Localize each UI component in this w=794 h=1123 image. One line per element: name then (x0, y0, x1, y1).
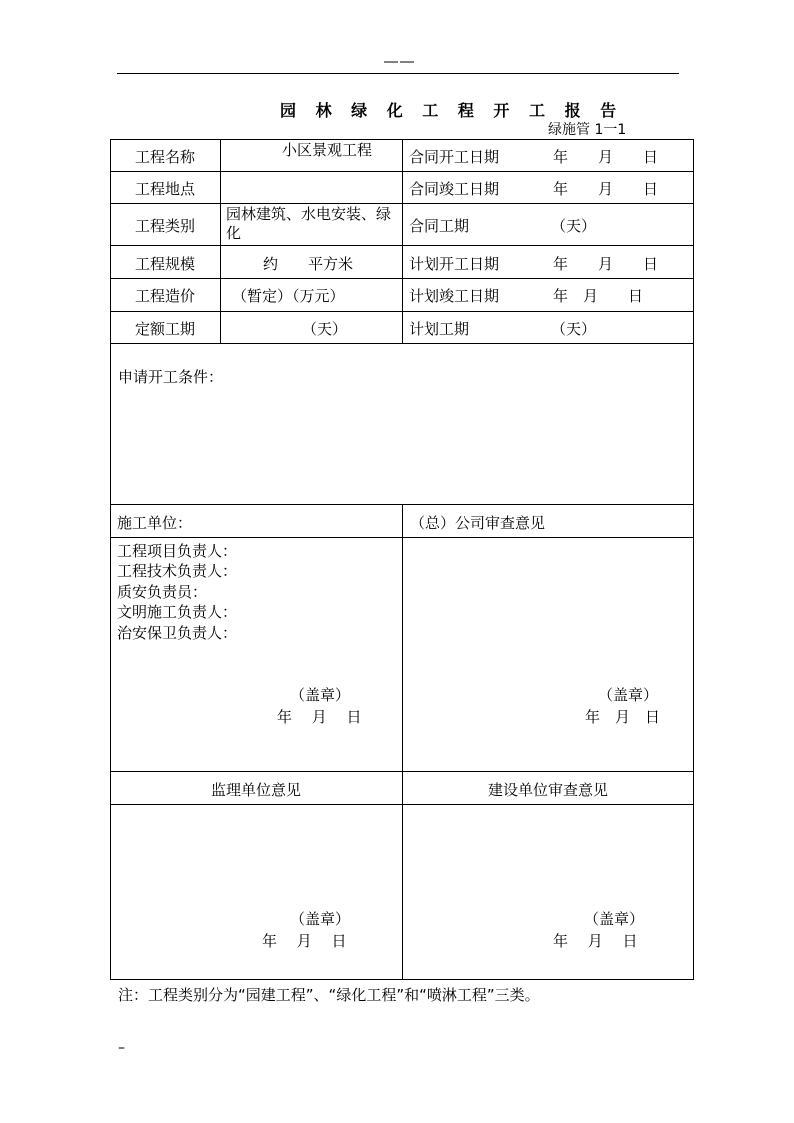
label-planned-duration: 计划工期 (409, 320, 470, 338)
person-civilized-construction: 文明施工负责人： (117, 603, 238, 621)
value-planned-finish: 年 月 日 (553, 287, 644, 305)
supervision-seal: （盖章） (290, 910, 351, 928)
person-security-lead: 治安保卫负责人： (117, 624, 238, 642)
grid-hline (110, 171, 694, 172)
label-project-name: 工程名称 (134, 148, 195, 166)
owner-review-label: 建设单位审查意见 (487, 781, 608, 799)
label-project-site: 工程地点 (134, 180, 195, 198)
header-mark: ―― (384, 54, 416, 70)
grid-hline (110, 537, 694, 538)
value-project-cost: （暂定）（万元） (232, 287, 345, 305)
label-quota-duration: 定额工期 (134, 320, 195, 338)
value-project-scale: 约 平方米 (263, 255, 354, 273)
label-contract-finish: 合同竣工日期 (409, 180, 500, 198)
supervision-label: 监理单位意见 (210, 781, 301, 799)
grid-hline (110, 245, 694, 246)
owner-date: 年 月 日 (553, 932, 638, 950)
value-project-name: 小区景观工程 (282, 141, 373, 159)
grid-vline (402, 504, 403, 980)
person-technical-lead: 工程技术负责人： (117, 562, 238, 580)
company-seal: （盖章） (598, 686, 659, 704)
grid-vline (220, 139, 221, 344)
label-project-scale: 工程规模 (134, 255, 195, 273)
label-contract-duration: 合同工期 (409, 217, 470, 235)
footnote: 注：工程类别分为“园建工程”、“绿化工程”和“喷淋工程”三类。 (118, 986, 540, 1004)
grid-hline (110, 804, 694, 805)
report-title: 园 林 绿 化 工 程 开 工 报 告 (280, 101, 624, 120)
value-contract-start: 年 月 日 (553, 148, 659, 166)
start-conditions-label: 申请开工条件： (118, 368, 224, 386)
label-project-cost: 工程造价 (134, 287, 195, 305)
label-planned-start: 计划开工日期 (409, 255, 500, 273)
value-contract-finish: 年 月 日 (553, 180, 659, 198)
grid-hline (110, 311, 694, 312)
company-date: 年 月 日 (585, 708, 661, 726)
value-contract-duration: （天） (551, 217, 597, 235)
person-project-manager: 工程项目负责人： (117, 542, 238, 560)
grid-vline (402, 139, 403, 344)
label-project-type: 工程类别 (134, 217, 195, 235)
header-rule (117, 73, 679, 74)
label-contract-start: 合同开工日期 (409, 148, 500, 166)
value-project-type: 园林建筑、水电安装、绿化 (226, 205, 392, 242)
grid-hline (110, 343, 694, 344)
grid-hline (110, 278, 694, 279)
footer-mark: – (118, 1040, 125, 1056)
value-quota-duration: （天） (302, 320, 348, 338)
label-planned-finish: 计划竣工日期 (409, 287, 500, 305)
value-planned-duration: （天） (551, 320, 597, 338)
grid-hline (110, 203, 694, 204)
contractor-date: 年 月 日 (277, 708, 362, 726)
contractor-label: 施工单位： (117, 514, 193, 532)
supervision-date: 年 月 日 (262, 932, 347, 950)
form-code: 绿施管 1一1 (548, 122, 627, 138)
person-safety-officer: 质安负责员： (117, 583, 208, 601)
value-planned-start: 年 月 日 (553, 255, 659, 273)
contractor-seal: （盖章） (290, 686, 351, 704)
company-review-label: （总）公司审查意见 (410, 514, 546, 532)
grid-hline (110, 771, 694, 772)
owner-seal: （盖章） (584, 910, 645, 928)
